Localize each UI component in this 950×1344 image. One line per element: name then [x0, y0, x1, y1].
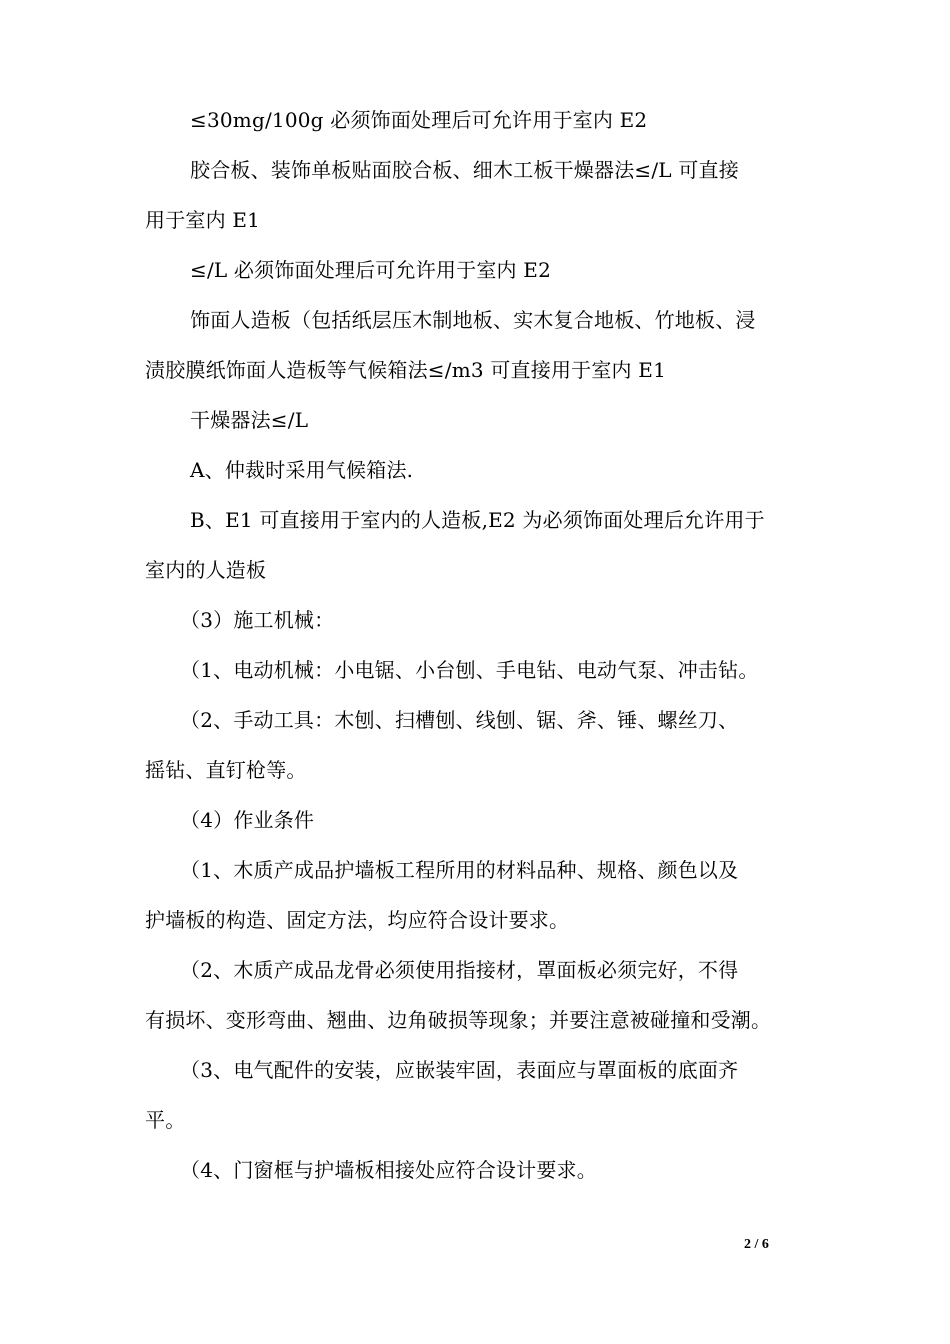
text-line: （1、电动机械：小电锯、小台刨、手电钻、电动气泵、冲击钻。: [180, 658, 759, 682]
text-line: B、E1 可直接用于室内的人造板,E2 为必须饰面处理后允许用于: [190, 508, 765, 532]
text-line: 平。: [145, 1108, 186, 1132]
text-line: 室内的人造板: [145, 558, 267, 582]
text-line: 干燥器法≤/L: [190, 408, 309, 432]
text-line: （2、木质产成品龙骨必须使用指接材，罩面板必须完好，不得: [180, 958, 739, 982]
text-line: （2、手动工具：木刨、扫槽刨、线刨、锯、斧、锤、螺丝刀、: [180, 708, 739, 732]
text-line: 渍胶膜纸饰面人造板等气候箱法≤/m3 可直接用于室内 E1: [145, 358, 667, 382]
text-line: （3、电气配件的安装，应嵌装牢固，表面应与罩面板的底面齐: [180, 1058, 739, 1082]
text-line: 摇钻、直钉枪等。: [145, 758, 307, 782]
text-line: （3）施工机械：: [180, 608, 335, 632]
page-number: 2 / 6: [744, 1237, 769, 1252]
text-line: ≤/L 必须饰面处理后可允许用于室内 E2: [190, 258, 552, 282]
text-line: ≤30mg/100g 必须饰面处理后可允许用于室内 E2: [190, 108, 648, 132]
text-line: A、仲裁时采用气候箱法.: [190, 458, 414, 482]
text-line: 用于室内 E1: [145, 208, 261, 232]
text-line: （4、门窗框与护墙板相接处应符合设计要求。: [180, 1158, 597, 1182]
text-line: （4）作业条件: [180, 808, 315, 832]
text-line: （1、木质产成品护墙板工程所用的材料品种、规格、颜色以及: [180, 858, 739, 882]
text-line: 有损坏、变形弯曲、翘曲、边角破损等现象；并要注意被碰撞和受潮。: [145, 1008, 772, 1032]
text-line: 护墙板的构造、固定方法，均应符合设计要求。: [145, 908, 570, 932]
text-line: 饰面人造板（包括纸层压木制地板、实木复合地板、竹地板、浸: [190, 308, 756, 332]
text-line: 胶合板、装饰单板贴面胶合板、细木工板干燥器法≤/L 可直接: [190, 158, 739, 182]
